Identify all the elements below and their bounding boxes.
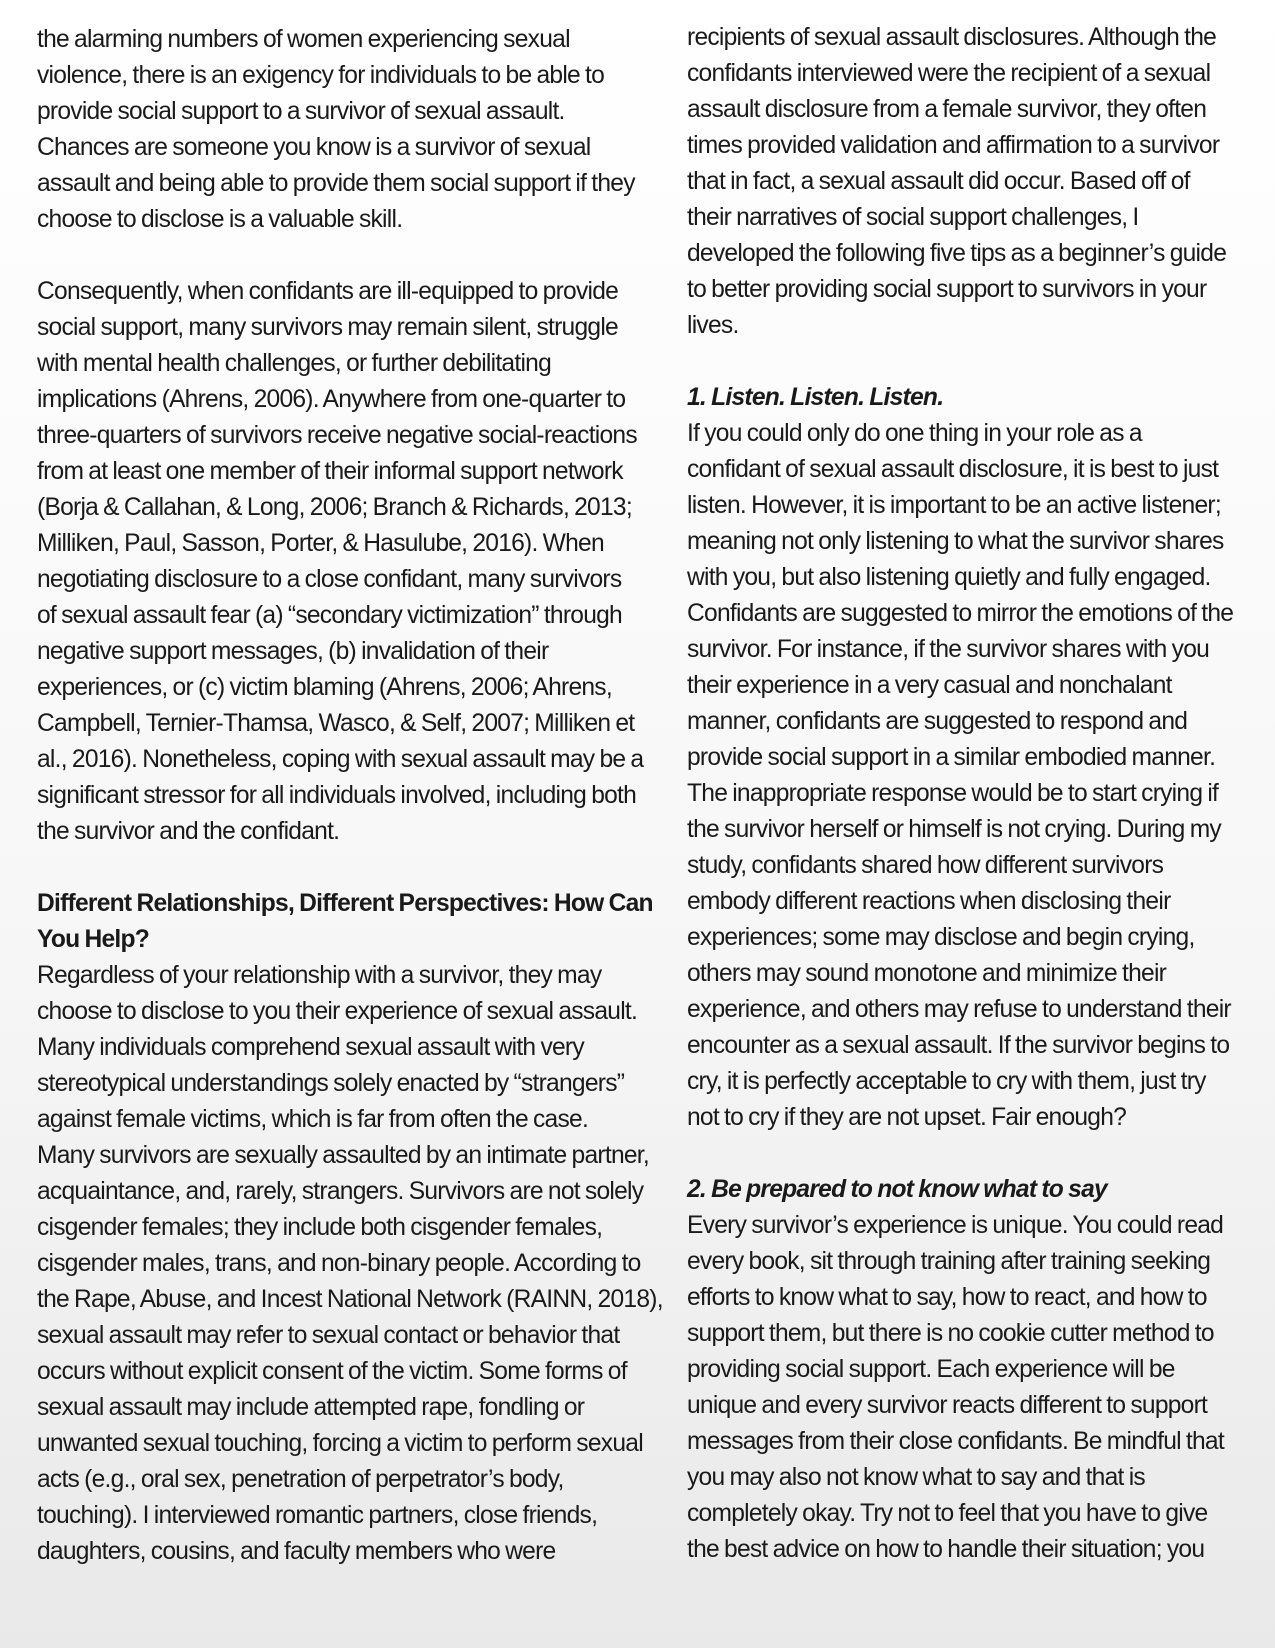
text-line: assault and being able to provide them social support if they [37,170,635,197]
text-line: Many individuals comprehend sexual assault with very [37,1034,584,1061]
text-line: listen. However, it is important to be an active listener; [687,492,1221,519]
tip-1-heading [687,380,1257,416]
text-line: Every survivor’s experience is unique. You could read [687,1212,1224,1239]
text-line: of sexual assault fear (a) “secondary victimization” through [37,602,622,629]
text-line: the survivor herself or himself is not crying. During my [687,816,1221,843]
text-line: unique and every survivor reacts different to support [687,1392,1208,1419]
section-heading [37,886,672,958]
confidants-paragraph [687,20,1257,344]
heading-line: Different Relationships, Different Perspectives: How Can [37,890,653,917]
text-line: three-quarters of survivors receive negative social-reactions [37,422,637,449]
text-line: violence, there is an exigency for individuals to be able to [37,62,605,89]
text-line: implications (Ahrens, 2006). Anywhere from one-quarter to [37,386,626,413]
text-line: embody different reactions when disclosing their [687,888,1171,915]
left-column [37,22,672,1570]
text-line: experience, and others may refuse to understand their [687,996,1231,1023]
text-line: confidant of sexual assault disclosure, it is best to just [687,456,1219,483]
heading-line: 2. Be prepared to not know what to say [687,1176,1107,1203]
text-line: efforts to know what to say, how to react, and how to [687,1284,1207,1311]
text-line: experiences, or (c) victim blaming (Ahrens, 2006; Ahrens, [37,674,612,701]
tip-2-body [687,1208,1257,1568]
text-line: choose to disclose is a valuable skill. [37,206,403,233]
text-line: the best advice on how to handle their situation; you [687,1536,1205,1563]
text-line: significant stressor for all individuals involved, including both [37,782,637,809]
text-line: daughters, cousins, and faculty members who were [37,1538,556,1565]
text-line: al., 2016). Nonetheless, coping with sexual assault may be a [37,746,644,773]
text-line: their experience in a very casual and nonchalant [687,672,1172,699]
text-line: touching). I interviewed romantic partners, close friends, [37,1502,598,1529]
paragraph-gap [37,850,672,886]
text-line: experiences; some may disclose and begin crying, [687,924,1195,951]
text-line: confidants interviewed were the recipient of a sexual [687,60,1211,87]
text-line: completely okay. Try not to feel that you have to give [687,1500,1208,1527]
intro-paragraph [37,22,672,238]
relationships-paragraph [37,958,672,1570]
text-line: survivor. For instance, if the survivor shares with you [687,636,1210,663]
text-line: their narratives of social support challenges, I [687,204,1139,231]
text-line: with mental health challenges, or further debilitating [37,350,552,377]
text-line: provide social support in a similar embodied manner. [687,744,1216,771]
text-line: encounter as a sexual assault. If the survivor begins to [687,1032,1230,1059]
text-line: (Borja & Callahan, & Long, 2006; Branch & Richards, 2013; [37,494,632,521]
text-line: support them, but there is no cookie cutter method to [687,1320,1214,1347]
text-line: cisgender females; they include both cisgender females, [37,1214,603,1241]
text-line: from at least one member of their informal support network [37,458,623,485]
text-line: Chances are someone you know is a survivor of sexual [37,134,591,161]
heading-line: 1. Listen. Listen. Listen. [687,384,944,411]
consequences-paragraph [37,274,672,850]
text-line: stereotypical understandings solely enacted by “strangers” [37,1070,625,1097]
text-line: times provided validation and affirmation to a survivor [687,132,1220,159]
text-line: cry, it is perfectly acceptable to cry with them, just try [687,1068,1206,1095]
text-line: developed the following five tips as a beginner’s guide [687,240,1227,267]
text-line: every book, sit through training after training seeking [687,1248,1211,1275]
text-line: to better providing social support to survivors in your [687,276,1207,303]
text-line: that in fact, a sexual assault did occur. Based off of [687,168,1190,195]
paragraph-gap [37,238,672,274]
text-line: against female victims, which is far from often the case. [37,1106,589,1133]
text-line: lives. [687,312,739,339]
text-line: The inappropriate response would be to start crying if [687,780,1219,807]
text-line: provide social support to a survivor of sexual assault. [37,98,565,125]
text-line: sexual assault may include attempted rape, fondling or [37,1394,585,1421]
right-column [687,20,1257,1568]
text-line: the Rape, Abuse, and Incest National Network (RAINN, 2018), [37,1286,663,1313]
text-line: manner, confidants are suggested to respond and [687,708,1188,735]
text-line: Regardless of your relationship with a survivor, they may [37,962,602,989]
text-line: study, confidants shared how different survivors [687,852,1164,879]
text-line: messages from their close confidants. Be mindful that [687,1428,1224,1455]
text-line: acquaintance, and, rarely, strangers. Survivors are not solely [37,1178,644,1205]
text-line: assault disclosure from a female survivor, they often [687,96,1207,123]
text-line: with you, but also listening quietly and fully engaged. [687,564,1211,591]
tip-2-heading [687,1172,1257,1208]
text-line: If you could only do one thing in your role as a [687,420,1142,447]
text-line: meaning not only listening to what the survivor shares [687,528,1224,555]
text-line: unwanted sexual touching, forcing a victim to perform sexual [37,1430,643,1457]
text-line: social support, many survivors may remain silent, struggle [37,314,618,341]
text-line: Many survivors are sexually assaulted by an intimate partner, [37,1142,649,1169]
text-line: Consequently, when confidants are ill-equipped to provide [37,278,619,305]
paragraph-gap [687,344,1257,380]
text-line: Milliken, Paul, Sasson, Porter, & Hasulube, 2016). When [37,530,604,557]
text-line: sexual assault may refer to sexual contact or behavior that [37,1322,620,1349]
heading-line: You Help? [37,926,150,953]
text-line: providing social support. Each experience will be [687,1356,1175,1383]
text-line: negotiating disclosure to a close confidant, many survivors [37,566,622,593]
text-line: not to cry if they are not upset. Fair enough? [687,1104,1127,1131]
text-line: acts (e.g., oral sex, penetration of perpetrator’s body, [37,1466,564,1493]
text-line: recipients of sexual assault disclosures. Although the [687,24,1217,51]
tip-1-body [687,416,1257,1136]
text-line: others may sound monotone and minimize their [687,960,1167,987]
text-line: you may also not know what to say and that is [687,1464,1145,1491]
paragraph-gap [687,1136,1257,1172]
text-line: Confidants are suggested to mirror the emotions of the [687,600,1234,627]
text-line: negative support messages, (b) invalidation of their [37,638,549,665]
text-line: cisgender males, trans, and non-binary people. According to [37,1250,641,1277]
text-line: the survivor and the confidant. [37,818,340,845]
text-line: occurs without explicit consent of the victim. Some forms of [37,1358,627,1385]
text-line: the alarming numbers of women experiencing sexual [37,26,570,53]
text-line: Campbell, Ternier-Thamsa, Wasco, & Self, 2007; Milliken et [37,710,635,737]
text-line: choose to disclose to you their experience of sexual assault. [37,998,638,1025]
